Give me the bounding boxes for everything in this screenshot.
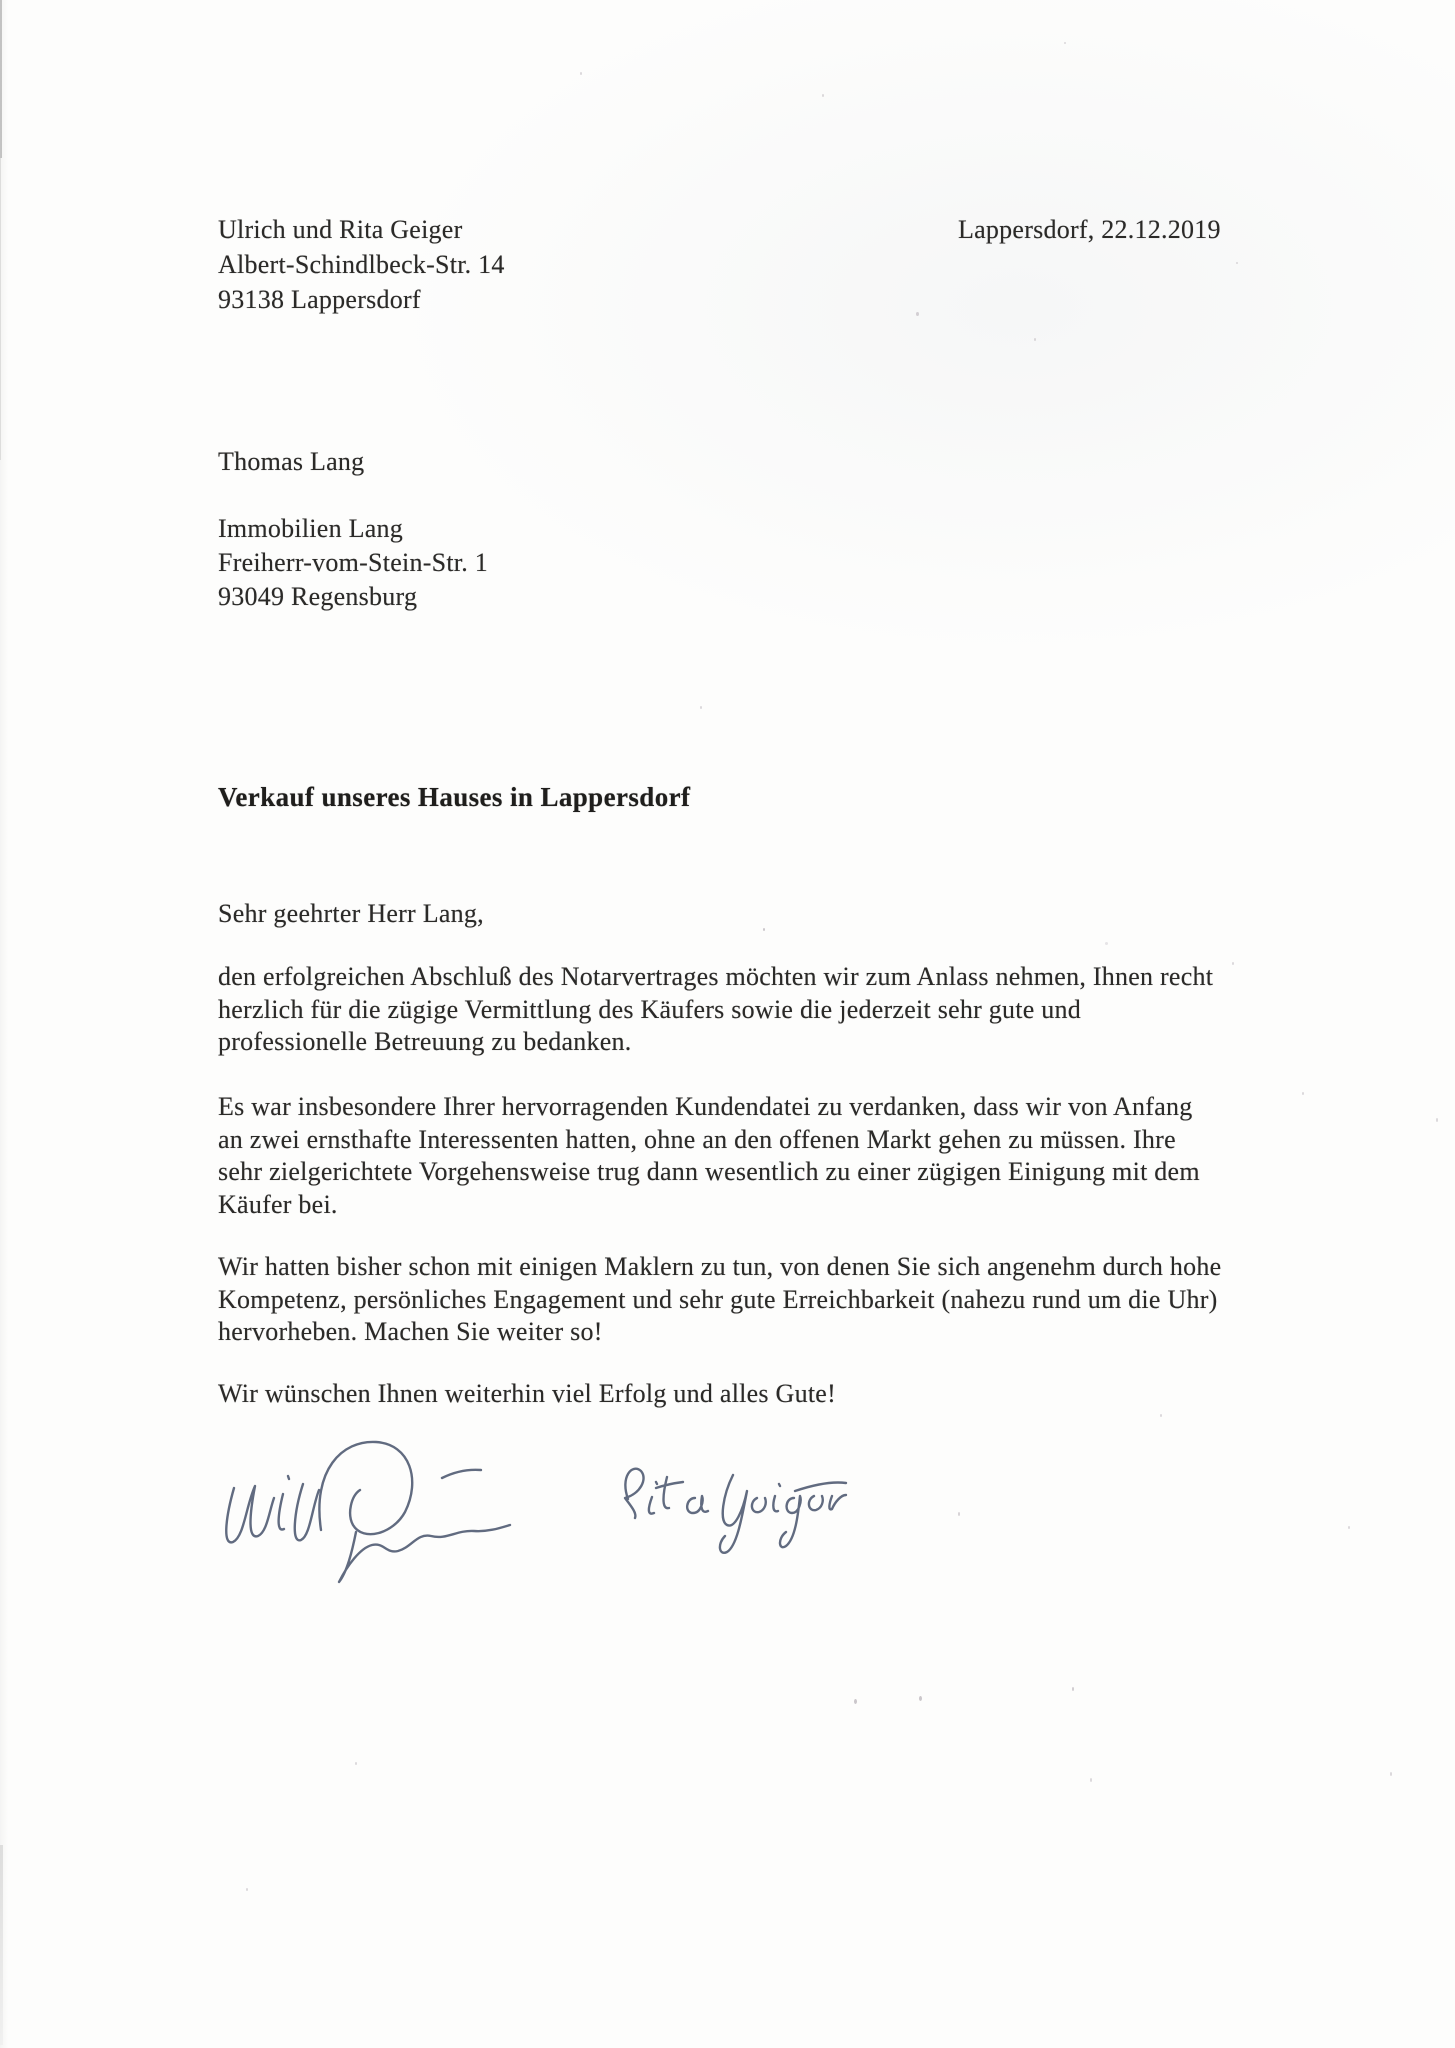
recipient-line: 93049 Regensburg xyxy=(218,582,418,611)
scan-speck xyxy=(1232,962,1234,965)
paragraph-2 xyxy=(218,1091,1200,1221)
sender-line: Albert-Schindlbeck-Str. 14 xyxy=(218,250,505,279)
subject-text: Verkauf unseres Hauses in Lappersdorf xyxy=(218,782,691,812)
scan-speck xyxy=(1236,262,1238,264)
recipient-line: Immobilien Lang xyxy=(218,514,403,543)
recipient-name-block xyxy=(218,444,364,479)
closing-text: Wir wünschen Ihnen weiterhin viel Erfolg und alles Gute! xyxy=(218,1379,836,1408)
paragraph-line: an zwei ernsthafte Interessenten hatten, ohne an den offenen Markt gehen zu müssen. Ihre xyxy=(218,1124,1176,1154)
paragraph-line: hervorheben. Machen Sie weiter so! xyxy=(218,1317,603,1346)
scan-speck xyxy=(1348,1526,1350,1529)
scan-speck xyxy=(1302,1092,1304,1095)
date-line xyxy=(958,212,1221,247)
closing-line xyxy=(218,1376,836,1411)
scan-speck xyxy=(919,1696,922,1701)
sender-line: 93138 Lappersdorf xyxy=(218,285,421,314)
recipient-line: Freiherr-vom-Stein-Str. 1 xyxy=(218,548,489,577)
paragraph-line: herzlich für die zügige Vermittlung des Käufers sowie die jederzeit sehr gute und xyxy=(218,994,1082,1024)
scan-speck xyxy=(1064,42,1066,44)
recipient-address-block xyxy=(218,512,488,614)
scan-speck xyxy=(1390,1772,1392,1776)
scan-speck xyxy=(1072,1687,1074,1691)
paragraph-line: den erfolgreichen Abschluß des Notarvertrages möchten wir zum Anlass nehmen, Ihnen recht xyxy=(218,962,1214,991)
paragraph-line: Es war insbesondere Ihrer hervorragenden Kundendatei zu verdanken, dass wir von Anfang xyxy=(218,1092,1193,1121)
date-text: Lappersdorf, 22.12.2019 xyxy=(958,215,1221,244)
sender-line: Ulrich und Rita Geiger xyxy=(218,215,463,244)
recipient-name: Thomas Lang xyxy=(218,447,365,476)
handwritten-signature-ulrich-geiger-icon xyxy=(220,1436,520,1641)
scan-speck xyxy=(580,72,582,75)
scan-edge-line xyxy=(0,1845,3,2045)
handwritten-signature-rita-geiger-icon xyxy=(594,1455,849,1570)
scan-speck xyxy=(700,706,702,709)
paragraph-3 xyxy=(218,1251,1221,1349)
scan-edge-line xyxy=(0,130,1,460)
salutation-text: Sehr geehrter Herr Lang, xyxy=(218,899,484,928)
paragraph-1 xyxy=(218,961,1213,1059)
scan-speck xyxy=(763,928,765,931)
sender-address-block xyxy=(218,212,505,317)
scan-speck xyxy=(1436,1118,1438,1122)
scan-speck xyxy=(822,94,824,97)
scan-speck xyxy=(1090,1778,1092,1782)
scan-speck xyxy=(854,1699,857,1704)
scan-speck xyxy=(1160,1414,1162,1417)
scan-speck xyxy=(355,1762,357,1765)
paragraph-line: Kompetenz, persönliches Engagement und sehr gute Erreichbarkeit (nahezu rund um die Uhr) xyxy=(218,1284,1218,1314)
scan-speck xyxy=(1034,338,1036,341)
salutation xyxy=(218,896,484,931)
scan-speck xyxy=(916,312,919,316)
paragraph-line: Wir hatten bisher schon mit einigen Maklern zu tun, von denen Sie sich angenehm durch hohe xyxy=(218,1252,1222,1281)
scan-speck xyxy=(958,1512,960,1516)
scan-speck xyxy=(246,1888,248,1891)
subject-line xyxy=(218,780,690,815)
paragraph-line: professionelle Betreuung zu bedanken. xyxy=(218,1027,632,1056)
scan-speck xyxy=(1105,942,1108,945)
paragraph-line: Käufer bei. xyxy=(218,1189,338,1219)
paragraph-line: sehr zielgerichtete Vorgehensweise trug dann wesentlich zu einer zügigen Einigung mit dem xyxy=(218,1157,1200,1186)
